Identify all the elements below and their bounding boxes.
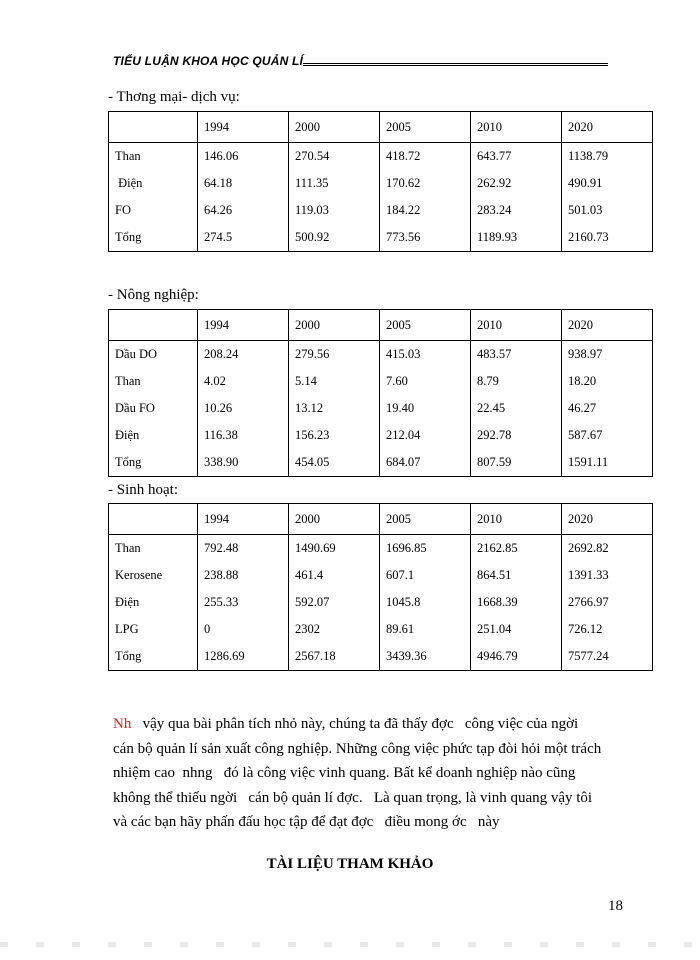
header-cell: 1994 <box>198 504 289 535</box>
paragraph-line: nhiệm cao nhng đó là công việc vinh quang. Bất kể doanh nghiệp nào cũng <box>113 765 576 781</box>
table-row <box>109 143 653 171</box>
table-cell: 208.24 <box>198 341 289 369</box>
row-label: Điện <box>109 422 198 449</box>
table-cell: 4946.79 <box>471 643 562 671</box>
table-cell: 4.02 <box>198 368 289 395</box>
table-agriculture <box>108 309 653 477</box>
header-cell: 1994 <box>198 112 289 143</box>
table-cell: 1189.93 <box>471 224 562 252</box>
table-cell: 64.26 <box>198 197 289 224</box>
header-cell: 2010 <box>471 310 562 341</box>
table-cell: 2567.18 <box>289 643 380 671</box>
table-header-row <box>109 112 653 143</box>
header-cell: 1994 <box>198 310 289 341</box>
row-label: Tổng <box>109 449 198 477</box>
table-cell: 2302 <box>289 616 380 643</box>
header-cell: 2005 <box>380 310 471 341</box>
table-cell: 111.35 <box>289 170 380 197</box>
table-cell: 156.23 <box>289 422 380 449</box>
table-cell: 607.1 <box>380 562 471 589</box>
page-number: 18 <box>608 898 623 914</box>
table-cell: 2162.85 <box>471 535 562 563</box>
row-label: Dầu FO <box>109 395 198 422</box>
table-cell: 255.33 <box>198 589 289 616</box>
table-cell: 22.45 <box>471 395 562 422</box>
table-cell: 3439.36 <box>380 643 471 671</box>
table-cell: 792.48 <box>198 535 289 563</box>
table-cell: 338.90 <box>198 449 289 477</box>
row-label: LPG <box>109 616 198 643</box>
row-label: Tổng <box>109 643 198 671</box>
table-cell: 146.06 <box>198 143 289 171</box>
header-cell: 2020 <box>562 310 653 341</box>
table-row <box>109 368 653 395</box>
header-cell: 2010 <box>471 504 562 535</box>
table-cell: 18.20 <box>562 368 653 395</box>
table-cell: 5.14 <box>289 368 380 395</box>
table-cell: 684.07 <box>380 449 471 477</box>
table-cell: 1286.69 <box>198 643 289 671</box>
table-cell: 938.97 <box>562 341 653 369</box>
table-row <box>109 589 653 616</box>
header-cell: 2000 <box>289 112 380 143</box>
row-label: Điện <box>109 170 198 197</box>
row-label: Than <box>109 368 198 395</box>
paragraph-first-word: Nh <box>113 716 132 732</box>
references-heading: TÀI LIỆU THAM KHẢO <box>266 856 434 872</box>
header-cell: 2000 <box>289 310 380 341</box>
table-cell: 119.03 <box>289 197 380 224</box>
row-label: Kerosene <box>109 562 198 589</box>
table-cell: 2766.97 <box>562 589 653 616</box>
row-label: Dầu DO <box>109 341 198 369</box>
table-header-row <box>109 504 653 535</box>
table-cell: 283.24 <box>471 197 562 224</box>
section-label-commerce: - Thơng mại- dịch vụ: <box>108 89 240 105</box>
table-row <box>109 422 653 449</box>
table-row <box>109 197 653 224</box>
table-cell: 501.03 <box>562 197 653 224</box>
header-cell: 2005 <box>380 112 471 143</box>
page-header <box>113 54 608 70</box>
table-row <box>109 449 653 477</box>
table-cell: 415.03 <box>380 341 471 369</box>
table-cell: 64.18 <box>198 170 289 197</box>
footer-rule <box>0 942 700 947</box>
paragraph-line-text: vậy qua bài phân tích nhỏ này, chúng ta đã thấy đợc công việc của ngời <box>131 716 579 732</box>
table-cell: 238.88 <box>198 562 289 589</box>
table-cell: 864.51 <box>471 562 562 589</box>
header-cell: 2020 <box>562 112 653 143</box>
header-cell: 2020 <box>562 504 653 535</box>
paragraph-line: không thể thiếu ngời cán bộ quản lí đợc. Là quan trọng, là vinh quang vậy tôi <box>113 789 593 806</box>
table-cell: 13.12 <box>289 395 380 422</box>
table-cell: 418.72 <box>380 143 471 171</box>
table-cell: 643.77 <box>471 143 562 171</box>
table-cell: 1045.8 <box>380 589 471 616</box>
table-cell: 483.57 <box>471 341 562 369</box>
table-cell: 500.92 <box>289 224 380 252</box>
table-cell: 212.04 <box>380 422 471 449</box>
paragraph-line: và các bạn hãy phấn đấu học tập để đạt đợc điều mong ớc này <box>113 814 500 830</box>
table-cell: 1138.79 <box>562 143 653 171</box>
table-cell: 807.59 <box>471 449 562 477</box>
table-cell: 7577.24 <box>562 643 653 671</box>
table-row <box>109 643 653 671</box>
table-cell: 7.60 <box>380 368 471 395</box>
table-cell: 0 <box>198 616 289 643</box>
table-row <box>109 535 653 563</box>
table-cell: 773.56 <box>380 224 471 252</box>
table-cell: 292.78 <box>471 422 562 449</box>
table-header-row <box>109 310 653 341</box>
table-row <box>109 341 653 369</box>
table-row <box>109 616 653 643</box>
table-row <box>109 224 653 252</box>
table-household <box>108 503 653 671</box>
table-cell: 461.4 <box>289 562 380 589</box>
table-cell: 587.67 <box>562 422 653 449</box>
table-cell: 274.5 <box>198 224 289 252</box>
table-cell: 726.12 <box>562 616 653 643</box>
table-cell: 19.40 <box>380 395 471 422</box>
table-cell: 46.27 <box>562 395 653 422</box>
table-cell: 184.22 <box>380 197 471 224</box>
table-cell: 251.04 <box>471 616 562 643</box>
row-label: Tổng <box>109 224 198 252</box>
section-label-agriculture: - Nông nghiệp: <box>108 287 199 303</box>
table-cell: 1490.69 <box>289 535 380 563</box>
table-cell: 2160.73 <box>562 224 653 252</box>
table-cell: 8.79 <box>471 368 562 395</box>
header-cell: 2010 <box>471 112 562 143</box>
row-label: Than <box>109 143 198 171</box>
table-commerce <box>108 111 653 252</box>
header-cell: 2005 <box>380 504 471 535</box>
table-cell: 279.56 <box>289 341 380 369</box>
table-cell: 89.61 <box>380 616 471 643</box>
table-row <box>109 170 653 197</box>
table-cell: 1668.39 <box>471 589 562 616</box>
header-title: TIỂU LUẬN KHOA HỌC QUẢN LÍ <box>113 54 304 68</box>
row-label: Điện <box>109 589 198 616</box>
header-cell <box>109 504 198 535</box>
table-cell: 592.07 <box>289 589 380 616</box>
section-label-household: - Sinh hoạt: <box>108 482 178 498</box>
table-cell: 262.92 <box>471 170 562 197</box>
table-cell: 116.38 <box>198 422 289 449</box>
paragraph-line: cán bộ quản lí sản xuất công nghiệp. Những công việc phức tạp đòi hỏi một trách <box>113 740 602 757</box>
row-label: FO <box>109 197 198 224</box>
table-cell: 2692.82 <box>562 535 653 563</box>
table-cell: 1591.11 <box>562 449 653 477</box>
paragraph-line <box>113 712 643 737</box>
table-row <box>109 395 653 422</box>
row-label: Than <box>109 535 198 563</box>
conclusion-paragraph <box>113 712 643 835</box>
table-cell: 170.62 <box>380 170 471 197</box>
header-cell <box>109 112 198 143</box>
table-row <box>109 562 653 589</box>
header-cell <box>109 310 198 341</box>
header-rule <box>303 63 608 66</box>
table-cell: 1391.33 <box>562 562 653 589</box>
header-cell: 2000 <box>289 504 380 535</box>
table-cell: 270.54 <box>289 143 380 171</box>
table-cell: 454.05 <box>289 449 380 477</box>
table-cell: 490.91 <box>562 170 653 197</box>
table-cell: 10.26 <box>198 395 289 422</box>
table-cell: 1696.85 <box>380 535 471 563</box>
